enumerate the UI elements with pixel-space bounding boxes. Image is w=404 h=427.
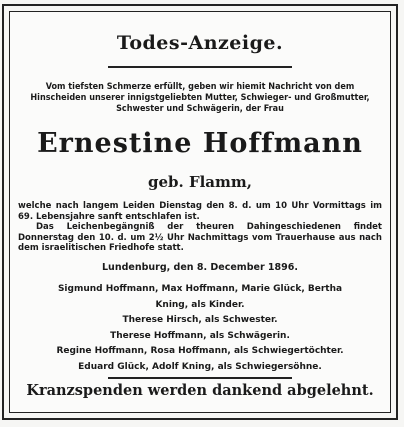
mourners-line: Kning, als Kinder. — [155, 299, 245, 310]
mourners-line: Therese Hoffmann, als Schwägerin. — [110, 330, 290, 341]
funeral-details: Das Leichenbegängniß der theuren Dahingeschiedenen findet Donnerstag den 10. d. um 2½ Uhr Nachmittags vom Trauerhause aus nach dem israelitischen Friedhofe statt. — [18, 222, 382, 253]
intro-text: Vom tiefsten Schmerze erfüllt, geben wir hiemit Nachricht von dem Hinscheiden unserer innigstgeliebten Mutter, Schwieger- und Großmutter, Schwester und Schwägerin, der Frau — [30, 82, 370, 114]
place-date: Lundenburg, den 8. December 1896. — [102, 262, 298, 273]
maiden-name: geb. Flamm, — [148, 173, 252, 191]
mourners-line: Sigmund Hoffmann, Max Hoffmann, Marie Glück, Bertha — [57, 284, 343, 294]
title-rule — [108, 66, 292, 68]
death-details: welche nach langem Leiden Dienstag den 8. d. um 10 Uhr Vormittags im 69. Lebensjahre sanft entschlafen ist. — [18, 201, 382, 222]
closing-rule — [108, 377, 292, 379]
death-notice — [2, 4, 398, 420]
notice-content — [18, 6, 382, 418]
mourners-line: Therese Hirsch, als Schwester. — [122, 315, 278, 325]
closing-line: Kranzspenden werden dankend abgelehnt. — [26, 382, 374, 399]
deceased-name: Ernestine Hoffmann — [37, 128, 363, 159]
notice-body — [18, 201, 382, 254]
mourners-line: Eduard Glück, Adolf Kning, als Schwiegersöhne. — [78, 361, 322, 372]
mourners-list — [18, 282, 382, 375]
mourners-line: Regine Hoffmann, Rosa Hoffmann, als Schwiegertöchter. — [56, 346, 344, 356]
notice-title: Todes-Anzeige. — [116, 32, 284, 54]
